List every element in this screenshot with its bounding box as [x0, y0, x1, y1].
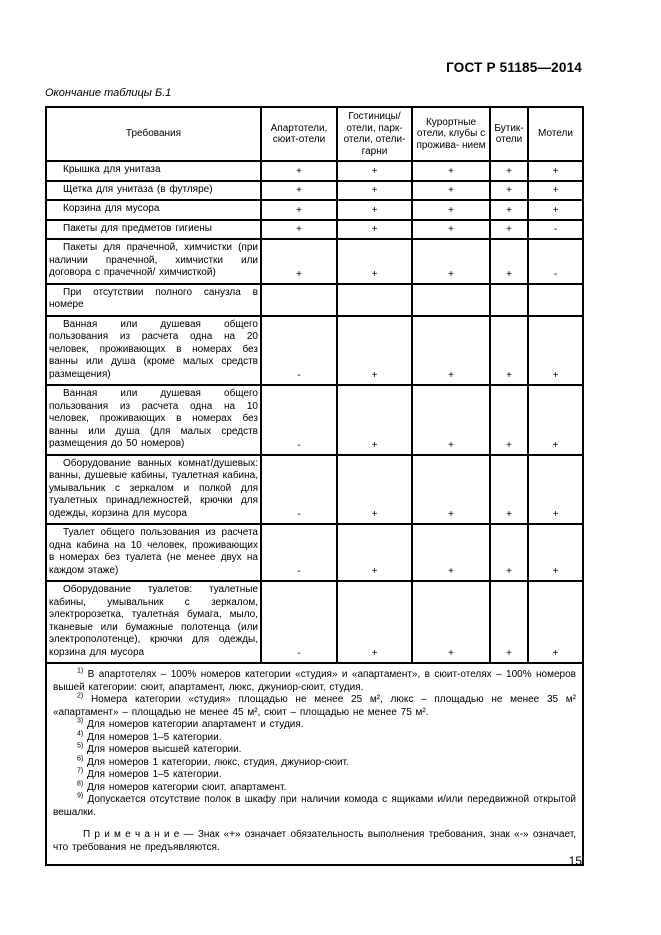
- table-caption: Окончание таблицы Б.1: [45, 87, 172, 99]
- value-cell: +: [337, 455, 412, 525]
- footnote: $^{8)}$ Для номеров категории сюит, апартамент.: [77, 780, 287, 793]
- requirement-cell: Оборудование ванных комнат/душевых: ванны, душевые кабины, туалетная кабина, умывальник с зеркалом и полкой для туалетных принадлежностей, крючки для одежды, корзина для мусора: [46, 455, 261, 525]
- column-header-motels: Мотели: [528, 107, 583, 161]
- footnote: $^{7)}$ Для номеров 1–5 категории.: [77, 767, 222, 780]
- footnote-marker: 7): [77, 767, 84, 775]
- table-row: [46, 581, 583, 663]
- value-cell: +: [490, 524, 528, 581]
- footnote: $^{5)}$ Для номеров высшей категории.: [77, 742, 242, 755]
- value-cell: +: [337, 161, 412, 181]
- value-cell: +: [412, 385, 490, 455]
- value-cell: +: [337, 581, 412, 663]
- value-cell: +: [528, 581, 583, 663]
- value-cell: +: [261, 200, 337, 220]
- value-cell: +: [261, 181, 337, 201]
- value-cell: +: [337, 385, 412, 455]
- footnote-marker: 4): [77, 730, 84, 738]
- value-cell: +: [337, 181, 412, 201]
- value-cell: -: [261, 455, 337, 525]
- value-cell: +: [261, 239, 337, 284]
- table-row: [46, 316, 583, 386]
- footnote-marker: 6): [77, 755, 84, 763]
- page-number: 15: [568, 854, 582, 868]
- value-cell: [261, 284, 337, 316]
- value-cell: +: [412, 239, 490, 284]
- value-cell: -: [528, 220, 583, 240]
- value-cell: +: [490, 220, 528, 240]
- value-cell: +: [337, 239, 412, 284]
- requirement-cell: Туалет общего пользования из расчета одна кабина на 10 человек, проживающих в номерах без туалета (не менее двух на каждом этаже): [46, 524, 261, 581]
- value-cell: -: [261, 581, 337, 663]
- value-cell: +: [412, 316, 490, 386]
- column-header-hotels: Гостиницы/ отели, парк-отели, отели-гарни: [337, 107, 412, 161]
- requirement-cell: Ванная или душевая общего пользования из расчета одна на 10 человек, проживающих в номерах без ванны или душа (для малых средств размещения до 50 номеров): [46, 385, 261, 455]
- table-row: [46, 455, 583, 525]
- value-cell: +: [412, 181, 490, 201]
- requirement-cell: Корзина для мусора: [46, 200, 261, 220]
- table-header-row: [46, 107, 583, 161]
- footnote: $^{4)}$ Для номеров 1–5 категории.: [77, 730, 222, 743]
- value-cell: +: [261, 220, 337, 240]
- value-cell: +: [412, 220, 490, 240]
- value-cell: +: [528, 200, 583, 220]
- value-cell: [490, 284, 528, 316]
- column-header-requirements: Требования: [46, 107, 261, 161]
- table-row: [46, 385, 583, 455]
- footnotes-block: [53, 669, 576, 819]
- requirement-cell: Пакеты для предметов гигиены: [46, 220, 261, 240]
- table-row: [46, 284, 583, 316]
- value-cell: +: [337, 524, 412, 581]
- value-cell: +: [528, 316, 583, 386]
- table-body: [46, 161, 583, 663]
- table-row: [46, 524, 583, 581]
- column-header-resort-hotels: Курортные отели, клубы с прожива- нием: [412, 107, 490, 161]
- footnote-marker: 3): [77, 717, 84, 725]
- value-cell: [412, 284, 490, 316]
- value-cell: +: [528, 524, 583, 581]
- column-header-boutique-hotels: Бутик- отели: [490, 107, 528, 161]
- value-cell: +: [490, 581, 528, 663]
- value-cell: +: [490, 200, 528, 220]
- requirement-cell: Крышка для унитаза: [46, 161, 261, 181]
- footnotes-row: [46, 663, 583, 865]
- value-cell: +: [528, 181, 583, 201]
- footnote-marker: 8): [77, 780, 84, 788]
- value-cell: +: [490, 161, 528, 181]
- table-row: [46, 200, 583, 220]
- table-row: [46, 239, 583, 284]
- footnote-marker: 9): [77, 792, 84, 800]
- requirement-cell: Щетка для унитаза (в футляре): [46, 181, 261, 201]
- footnote-marker: 2): [77, 692, 84, 700]
- value-cell: -: [528, 239, 583, 284]
- value-cell: -: [261, 385, 337, 455]
- value-cell: [528, 284, 583, 316]
- value-cell: +: [490, 385, 528, 455]
- requirement-cell: Оборудование туалетов: туалетные кабины, умывальник с зеркалом, электророзетка, туалетная бумага, мыло, тканевые или бумажные полотенца (или электрополотенце), крючки для одежды, корзина для мусора: [46, 581, 261, 663]
- table-row: [46, 161, 583, 181]
- value-cell: +: [490, 181, 528, 201]
- value-cell: -: [261, 316, 337, 386]
- table-row: [46, 220, 583, 240]
- requirement-cell: Ванная или душевая общего пользования из расчета одна на 20 человек, проживающих в номерах без ванны или душа (кроме малых средств размещения): [46, 316, 261, 386]
- requirements-table: [45, 106, 584, 866]
- value-cell: [337, 284, 412, 316]
- document-standard-number: ГОСТ Р 51185—2014: [446, 60, 582, 75]
- value-cell: +: [337, 316, 412, 386]
- footnote: $^{1)}$ В апартотелях – 100% номеров категории «студия» и «апартамент», в сюит-отелях – 100% номеров вышей категории: сюит, апартамент, люкс, джуниор-сюит, студия.: [53, 667, 576, 693]
- footnote: $^{3)}$ Для номеров категории апартамент и студия.: [77, 717, 304, 730]
- value-cell: +: [490, 316, 528, 386]
- footnote: $^{2)}$ Номера категории «студия» площадью не менее 25 м², люкс – площадью не менее 35 м² «апартамент» – площадью не менее 45 м², сюит – площадью не менее 75 м².: [53, 692, 576, 718]
- requirement-cell: При отсутствии полного санузла в номере: [46, 284, 261, 316]
- note-paragraph: П р и м е ч а н и е — Знак «+» означает обязательность выполнения требования, знак «-» означает, что требования не предъявляются.: [53, 829, 576, 853]
- value-cell: +: [412, 161, 490, 181]
- value-cell: +: [412, 455, 490, 525]
- value-cell: +: [337, 200, 412, 220]
- value-cell: +: [412, 581, 490, 663]
- footnote: $^{6)}$ Для номеров 1 категории, люкс, студия, джуниор-сюит.: [77, 755, 349, 768]
- footnote: $^{9)}$ Допускается отсутствие полок в шкафу при наличии комода с ящиками и/или передвижной открытой вешалки.: [53, 792, 576, 818]
- value-cell: +: [412, 200, 490, 220]
- footnotes-cell: [46, 663, 583, 865]
- footnote-marker: 5): [77, 742, 84, 750]
- requirement-cell: Пакеты для прачечной, химчистки (при наличии прачечной, химчистки или договора с прачечной/ химчисткой): [46, 239, 261, 284]
- value-cell: +: [337, 220, 412, 240]
- value-cell: +: [528, 455, 583, 525]
- value-cell: +: [412, 524, 490, 581]
- value-cell: +: [490, 239, 528, 284]
- table-row: [46, 181, 583, 201]
- value-cell: +: [261, 161, 337, 181]
- value-cell: +: [528, 385, 583, 455]
- value-cell: +: [490, 455, 528, 525]
- value-cell: +: [528, 161, 583, 181]
- footnote-marker: 1): [77, 667, 84, 675]
- column-header-apart-hotels: Апартотели, сюит-отели: [261, 107, 337, 161]
- value-cell: -: [261, 524, 337, 581]
